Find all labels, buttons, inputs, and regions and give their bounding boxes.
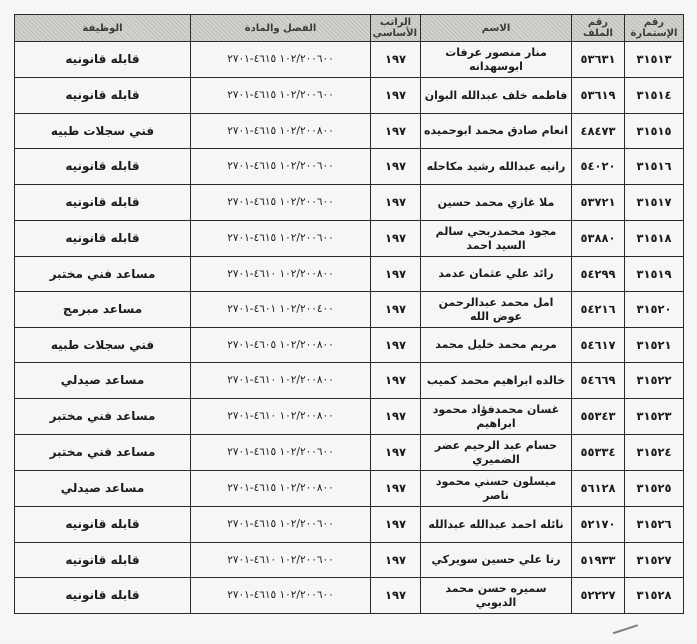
cell-form-number: ٣١٥٢٢	[625, 363, 684, 399]
cell-job-title: قابله قانونيه	[15, 221, 191, 257]
cell-file-number: ٥٥٣٤٣	[572, 399, 625, 435]
cell-basic-salary: ١٩٧	[371, 292, 421, 328]
cell-chapter-article: ١٠٢/٢٠٠٦٠٠ ٤٦١٥-٢٧٠١	[191, 42, 371, 78]
cell-form-number: ٣١٥١٦	[625, 149, 684, 185]
cell-job-title: مساعد فني مختبر	[15, 435, 191, 471]
cell-job-title: قابله قانونيه	[15, 185, 191, 221]
table-row	[15, 328, 684, 363]
cell-file-number: ٥٥٣٣٤	[572, 435, 625, 471]
cell-basic-salary: ١٩٧	[371, 507, 421, 543]
table-row	[15, 185, 684, 221]
table-row	[15, 114, 684, 149]
cell-chapter-article: ١٠٢/٢٠٠٨٠٠ ٤٦٠٥-٢٧٠١	[191, 328, 371, 363]
cell-chapter-article: ١٠٢/٢٠٠٦٠٠ ٤٦١٥-٢٧٠١	[191, 149, 371, 185]
cell-chapter-article: ١٠٢/٢٠٠٦٠٠ ٤٦١٥-٢٧٠١	[191, 578, 371, 614]
cell-chapter-article: ١٠٢/٢٠٠٨٠٠ ٤٦١٠-٢٧٠١	[191, 363, 371, 399]
cell-basic-salary: ١٩٧	[371, 435, 421, 471]
cell-file-number: ٥٢٢٢٧	[572, 578, 625, 614]
cell-chapter-article: ١٠٢/٢٠٠٦٠٠ ٤٦١٥-٢٧٠١	[191, 78, 371, 114]
cell-job-title: فني سجلات طبيه	[15, 328, 191, 363]
cell-employee-name: انعام صادق محمد ابوحميده	[421, 114, 572, 149]
cell-employee-name: مجود محمدربحي سالم السيد احمد	[421, 221, 572, 257]
cell-job-title: فني سجلات طبيه	[15, 114, 191, 149]
cell-file-number: ٥٤٠٢٠	[572, 149, 625, 185]
table-row	[15, 149, 684, 185]
header-chapter-article: الفصل والمادة	[191, 15, 371, 42]
cell-chapter-article: ١٠٢/٢٠٠٨٠٠ ٤٦١٥-٢٧٠١	[191, 114, 371, 149]
cell-employee-name: ملا غازي محمد حسين	[421, 185, 572, 221]
table-row	[15, 257, 684, 292]
cell-file-number: ٥٣٨٨٠	[572, 221, 625, 257]
cell-basic-salary: ١٩٧	[371, 185, 421, 221]
cell-basic-salary: ١٩٧	[371, 363, 421, 399]
cell-form-number: ٣١٥٢٤	[625, 435, 684, 471]
cell-form-number: ٣١٥٢٧	[625, 543, 684, 578]
table-row	[15, 435, 684, 471]
cell-chapter-article: ١٠٢/٢٠٠٤٠٠ ٤٦٠١-٢٧٠١	[191, 292, 371, 328]
cell-basic-salary: ١٩٧	[371, 42, 421, 78]
cell-employee-name: منار منصور عرفات ابوسهدانه	[421, 42, 572, 78]
table-body	[15, 42, 684, 614]
cell-form-number: ٣١٥١٨	[625, 221, 684, 257]
cell-basic-salary: ١٩٧	[371, 149, 421, 185]
employee-table	[14, 14, 684, 614]
table-row	[15, 507, 684, 543]
cell-job-title: قابله قانونيه	[15, 149, 191, 185]
cell-form-number: ٣١٥٢٨	[625, 578, 684, 614]
table-row	[15, 399, 684, 435]
cell-basic-salary: ١٩٧	[371, 471, 421, 507]
cell-job-title: مساعد صيدلي	[15, 471, 191, 507]
cell-form-number: ٣١٥٢١	[625, 328, 684, 363]
table-row	[15, 221, 684, 257]
cell-job-title: قابله قانونيه	[15, 507, 191, 543]
cell-file-number: ٤٨٤٧٣	[572, 114, 625, 149]
table-row	[15, 578, 684, 614]
table-row	[15, 543, 684, 578]
table-row	[15, 42, 684, 78]
cell-job-title: مساعد فني مختبر	[15, 399, 191, 435]
cell-file-number: ٥٦١٢٨	[572, 471, 625, 507]
cell-chapter-article: ١٠٢/٢٠٠٦٠٠ ٤٦١٥-٢٧٠١	[191, 221, 371, 257]
table-row	[15, 292, 684, 328]
cell-job-title: قابله قانونيه	[15, 543, 191, 578]
table-row	[15, 78, 684, 114]
cell-chapter-article: ١٠٢/٢٠٠٨٠٠ ٤٦١٠-٢٧٠١	[191, 399, 371, 435]
cell-employee-name: سميره حسن محمد الدبوبي	[421, 578, 572, 614]
cell-employee-name: نائله احمد عبدالله عبدالله	[421, 507, 572, 543]
cell-form-number: ٣١٥١٧	[625, 185, 684, 221]
cell-file-number: ٥٣٦٣١	[572, 42, 625, 78]
cell-chapter-article: ١٠٢/٢٠٠٦٠٠ ٤٦١٠-٢٧٠١	[191, 543, 371, 578]
table-row	[15, 471, 684, 507]
cell-basic-salary: ١٩٧	[371, 221, 421, 257]
cell-job-title: مساعد فني مختبر	[15, 257, 191, 292]
cell-employee-name: مريم محمد خليل محمد	[421, 328, 572, 363]
cell-chapter-article: ١٠٢/٢٠٠٦٠٠ ٤٦١٥-٢٧٠١	[191, 185, 371, 221]
cell-basic-salary: ١٩٧	[371, 257, 421, 292]
cell-chapter-article: ١٠٢/٢٠٠٨٠٠ ٤٦١٥-٢٧٠١	[191, 471, 371, 507]
header-name: الاسم	[421, 15, 572, 42]
cell-file-number: ٥٣٧٢١	[572, 185, 625, 221]
cell-basic-salary: ١٩٧	[371, 399, 421, 435]
cell-file-number: ٥١٩٣٣	[572, 543, 625, 578]
cell-form-number: ٣١٥١٩	[625, 257, 684, 292]
cell-file-number: ٥٤٦٦٩	[572, 363, 625, 399]
cell-form-number: ٣١٥٢٠	[625, 292, 684, 328]
cell-form-number: ٣١٥١٣	[625, 42, 684, 78]
cell-job-title: مساعد صيدلي	[15, 363, 191, 399]
cell-basic-salary: ١٩٧	[371, 578, 421, 614]
cell-chapter-article: ١٠٢/٢٠٠٦٠٠ ٤٦١٥-٢٧٠١	[191, 435, 371, 471]
cell-file-number: ٥٢١٧٠	[572, 507, 625, 543]
cell-chapter-article: ١٠٢/٢٠٠٦٠٠ ٤٦١٥-٢٧٠١	[191, 507, 371, 543]
header-basic-salary: الراتب الأساسي	[371, 15, 421, 42]
table-row	[15, 363, 684, 399]
cell-employee-name: غسان محمدفؤاد محمود ابراهيم	[421, 399, 572, 435]
cell-basic-salary: ١٩٧	[371, 114, 421, 149]
cell-employee-name: حسام عبد الرحيم عضر الضميري	[421, 435, 572, 471]
cell-form-number: ٣١٥٢٣	[625, 399, 684, 435]
header-file-number: رقم الملف	[572, 15, 625, 42]
cell-employee-name: رانيه عبدالله رشيد مكاحله	[421, 149, 572, 185]
cell-job-title: قابله قانونيه	[15, 42, 191, 78]
cell-job-title: قابله قانونيه	[15, 578, 191, 614]
cell-basic-salary: ١٩٧	[371, 78, 421, 114]
cell-basic-salary: ١٩٧	[371, 543, 421, 578]
cell-employee-name: امل محمد عبدالرحمن عوض الله	[421, 292, 572, 328]
cell-employee-name: رائد علي عثمان عدمد	[421, 257, 572, 292]
cell-form-number: ٣١٥١٤	[625, 78, 684, 114]
cell-employee-name: فاطمه خلف عبدالله البوان	[421, 78, 572, 114]
cell-employee-name: ميسلون حسني محمود ناصر	[421, 471, 572, 507]
cell-job-title: مساعد مبرمج	[15, 292, 191, 328]
cell-employee-name: رنا علي حسين سويركي	[421, 543, 572, 578]
header-form-number: رقم الإستمارة	[625, 15, 684, 42]
cell-form-number: ٣١٥٢٦	[625, 507, 684, 543]
cell-file-number: ٥٤٢١٦	[572, 292, 625, 328]
cell-form-number: ٣١٥١٥	[625, 114, 684, 149]
cell-chapter-article: ١٠٢/٢٠٠٨٠٠ ٤٦١٠-٢٧٠١	[191, 257, 371, 292]
header-job-title: الوظيفة	[15, 15, 191, 42]
cell-form-number: ٣١٥٢٥	[625, 471, 684, 507]
cell-basic-salary: ١٩٧	[371, 328, 421, 363]
cell-file-number: ٥٤٢٩٩	[572, 257, 625, 292]
table-header	[15, 15, 684, 42]
cell-file-number: ٥٣٦١٩	[572, 78, 625, 114]
cell-employee-name: خالده ابراهيم محمد كميب	[421, 363, 572, 399]
cell-job-title: قابله قانونيه	[15, 78, 191, 114]
cell-file-number: ٥٤٦١٧	[572, 328, 625, 363]
